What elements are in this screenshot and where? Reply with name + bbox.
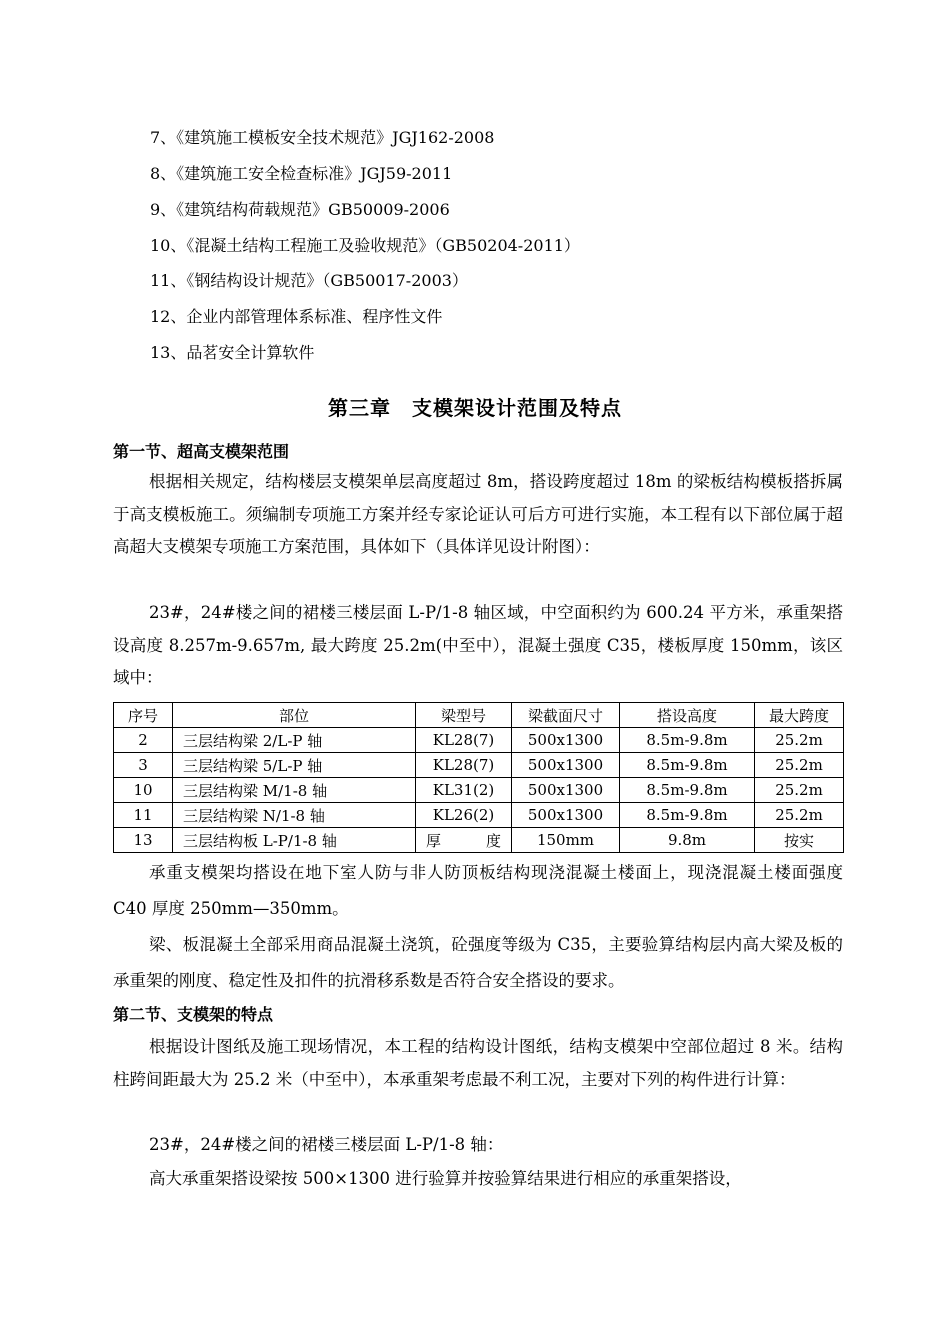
table-cell: 150mm [512, 828, 620, 853]
table-cell: 8.5m-9.8m [620, 803, 755, 828]
table-cell: 25.2m [755, 753, 844, 778]
table-cell: 三层结构梁 5/L-P 轴 [173, 753, 416, 778]
table-cell: KL28(7) [416, 753, 512, 778]
table-cell: 三层结构梁 N/1-8 轴 [173, 803, 416, 828]
table-cell: 25.2m [755, 803, 844, 828]
reference-item: 9、《建筑结构荷载规范》GB50009-2006 [150, 200, 450, 219]
section-title: 第一节、超高支模架范围 [113, 442, 290, 461]
paragraph: 梁、板混凝土全部采用商品混凝土浇筑，砼强度等级为 C35，主要验算结构层内高大梁及板的承重架的刚度、稳定性及扣件的抗滑移系数是否符合安全搭设的要求。 [113, 935, 843, 990]
table-row [114, 728, 844, 753]
table-row [114, 753, 844, 778]
table-cell: 500x1300 [512, 803, 620, 828]
reference-item: 12、企业内部管理体系标准、程序性文件 [150, 307, 443, 326]
table-cell: 按实 [755, 828, 844, 853]
table-row [114, 828, 844, 853]
table-cell: 8.5m-9.8m [620, 728, 755, 753]
table-cell [416, 828, 512, 853]
table-cell: 10 [114, 778, 173, 803]
table-header: 梁截面尺寸 [512, 703, 620, 728]
table-cell: KL31(2) [416, 778, 512, 803]
table-cell: 三层结构梁 M/1-8 轴 [173, 778, 416, 803]
table-cell-text: 厚 [426, 831, 442, 850]
table-header-row [114, 703, 844, 728]
table-cell: 3 [114, 753, 173, 778]
table-header: 梁型号 [416, 703, 512, 728]
reference-item: 8、《建筑施工安全检查标准》JGJ59-2011 [150, 164, 453, 183]
paragraph: 根据设计图纸及施工现场情况，本工程的结构设计图纸，结构支模架中空部位超过 8 米。结构柱跨间距最大为 25.2 米（中至中），本承重架考虑最不利工况，主要对下列的构件进行计算： [113, 1037, 843, 1089]
table-cell: 三层结构板 L-P/1-8 轴 [173, 828, 416, 853]
reference-item: 13、品茗安全计算软件 [150, 343, 315, 362]
section-title: 第二节、支模架的特点 [113, 1005, 274, 1024]
table-header: 搭设高度 [620, 703, 755, 728]
reference-item: 11、《钢结构设计规范》（GB50017-2003） [150, 271, 468, 290]
table-cell: KL28(7) [416, 728, 512, 753]
paragraph: 承重支模架均搭设在地下室人防与非人防顶板结构现浇混凝土楼面上，现浇混凝土楼面强度 C40 厚度 250mm—350mm。 [113, 863, 843, 918]
table-cell: 13 [114, 828, 173, 853]
table-cell: 2 [114, 728, 173, 753]
table-cell: 25.2m [755, 728, 844, 753]
table-cell: 500x1300 [512, 753, 620, 778]
paragraph: 23#，24#楼之间的裙楼三楼层面 L-P/1-8 轴： [149, 1135, 504, 1154]
table-header: 序号 [114, 703, 173, 728]
table-cell: 500x1300 [512, 778, 620, 803]
paragraph: 23#，24#楼之间的裙楼三楼层面 L-P/1-8 轴区域，中空面积约为 600.24 平方米，承重架搭设高度 8.257m-9.657m, 最大跨度 25.2m(中至中），混凝土强度 C35，楼板厚度 150mm，该区域中： [113, 603, 843, 687]
table-row [114, 778, 844, 803]
paragraph: 根据相关规定，结构楼层支模架单层高度超过 8m，搭设跨度超过 18m 的梁板结构模板搭拆属于高支模板施工。须编制专项施工方案并经专家论证认可后方可进行实施，本工程有以下部位属于超高超大支模架专项施工方案范围，具体如下（具体详见设计附图）： [113, 472, 843, 556]
table-cell: 三层结构梁 2/L-P 轴 [173, 728, 416, 753]
chapter-title: 第三章 支模架设计范围及特点 [328, 396, 622, 420]
paragraph: 高大承重架搭设梁按 500×1300 进行验算并按验算结果进行相应的承重架搭设， [149, 1169, 742, 1188]
table-cell: 8.5m-9.8m [620, 778, 755, 803]
reference-item: 10、《混凝土结构工程施工及验收规范》（GB50204-2011） [150, 236, 580, 255]
table-cell: 11 [114, 803, 173, 828]
table-header: 最大跨度 [755, 703, 844, 728]
table-cell: 25.2m [755, 778, 844, 803]
table-header: 部位 [173, 703, 416, 728]
table-cell: 8.5m-9.8m [620, 753, 755, 778]
table-cell-text: 度 [485, 831, 501, 850]
table-cell: 9.8m [620, 828, 755, 853]
table-cell: KL26(2) [416, 803, 512, 828]
table-cell: 500x1300 [512, 728, 620, 753]
table-row [114, 803, 844, 828]
beam-spec-table [113, 702, 844, 853]
reference-item: 7、《建筑施工模板安全技术规范》JGJ162-2008 [150, 128, 495, 147]
